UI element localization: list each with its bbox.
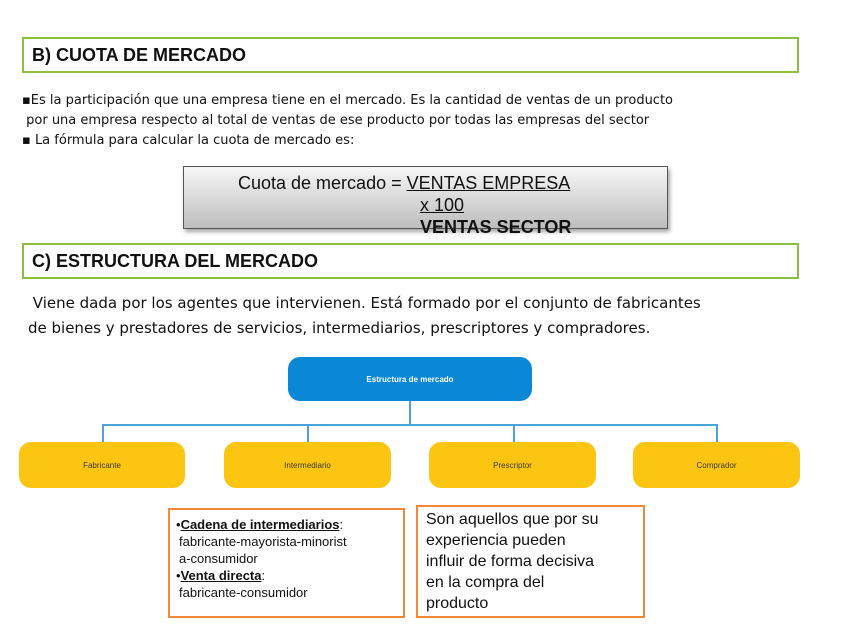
- formula-line2: [238, 194, 678, 216]
- diagram-root-node: [288, 357, 532, 401]
- section-b-bullets: [22, 91, 822, 151]
- diagram-root-label: Estructura de mercado: [366, 374, 454, 384]
- note-cadena-colon: :: [339, 517, 344, 532]
- section-c-title: C) ESTRUCTURA DEL MERCADO: [32, 251, 318, 271]
- formula-multiplier: x 100: [420, 195, 465, 215]
- formula-denominator: VENTAS SECTOR: [420, 217, 572, 237]
- note-cadena-title-line: •Cadena de intermediarios:: [176, 517, 344, 532]
- diagram-node-fabricante-label: Fabricante: [83, 460, 121, 470]
- note-venta-title-line: •Venta directa:: [176, 568, 266, 583]
- formula-prefix: Cuota de mercado =: [238, 173, 407, 193]
- connector-root-vertical: [409, 401, 411, 425]
- description-line1: Viene dada por los agentes que intervienen. Está formado por el conjunto de fabricantes: [28, 294, 701, 312]
- diagram-node-comprador-label: Comprador: [696, 460, 737, 470]
- note-venta-title: Venta directa: [180, 568, 262, 583]
- note-prescriptor: [416, 505, 645, 618]
- diagram-node-intermediario: [224, 442, 391, 488]
- formula-text: [238, 172, 678, 238]
- diagram-node-comprador: [633, 442, 800, 488]
- note-cadena-line1: fabricante-mayorista-minorist: [179, 534, 347, 549]
- diagram-node-prescriptor: [429, 442, 596, 488]
- note-cadena-line2: a-consumidor: [179, 551, 258, 566]
- section-b-title: B) CUOTA DE MERCADO: [32, 45, 246, 65]
- connector-horizontal: [102, 424, 718, 426]
- note-prescriptor-line5: producto: [426, 595, 489, 612]
- note-venta-line1: fabricante-consumidor: [179, 585, 308, 600]
- diagram-node-prescriptor-label: Prescriptor: [493, 460, 532, 470]
- diagram-node-intermediario-label: Intermediario: [284, 460, 331, 470]
- formula-numerator: VENTAS EMPRESA: [406, 173, 571, 193]
- connector-comprador: [716, 424, 718, 442]
- note-intermediarios: [168, 508, 405, 618]
- connector-fabricante: [102, 424, 104, 442]
- note-cadena-title: Cadena de intermediarios: [180, 517, 340, 532]
- bullet-definition-line1: ▪Es la participación que una empresa tiene en el mercado. Es la cantidad de ventas de un producto: [22, 93, 674, 108]
- formula-line3: [238, 216, 678, 238]
- formula-line1: [238, 172, 678, 194]
- note-prescriptor-line1: Son aquellos que por su: [426, 511, 599, 528]
- section-b-header: [22, 37, 799, 73]
- note-prescriptor-line3: influir de forma decisiva: [426, 553, 595, 570]
- note-prescriptor-line4: en la compra del: [426, 574, 545, 591]
- section-c-description: [28, 291, 828, 341]
- description-line2: de bienes y prestadores de servicios, intermediarios, prescriptores y compradores.: [28, 319, 651, 337]
- connector-intermediario: [307, 424, 309, 442]
- connector-prescriptor: [513, 424, 515, 442]
- bullet-formula-intro: ▪ La fórmula para calcular la cuota de mercado es:: [22, 133, 355, 148]
- bullet-definition-line2: por una empresa respecto al total de ventas de ese producto por todas las empresas del sector: [22, 113, 650, 128]
- diagram-node-fabricante: [19, 442, 185, 488]
- note-venta-colon: :: [261, 568, 266, 583]
- note-prescriptor-line2: experiencia pueden: [426, 532, 566, 549]
- section-c-header: [22, 243, 799, 279]
